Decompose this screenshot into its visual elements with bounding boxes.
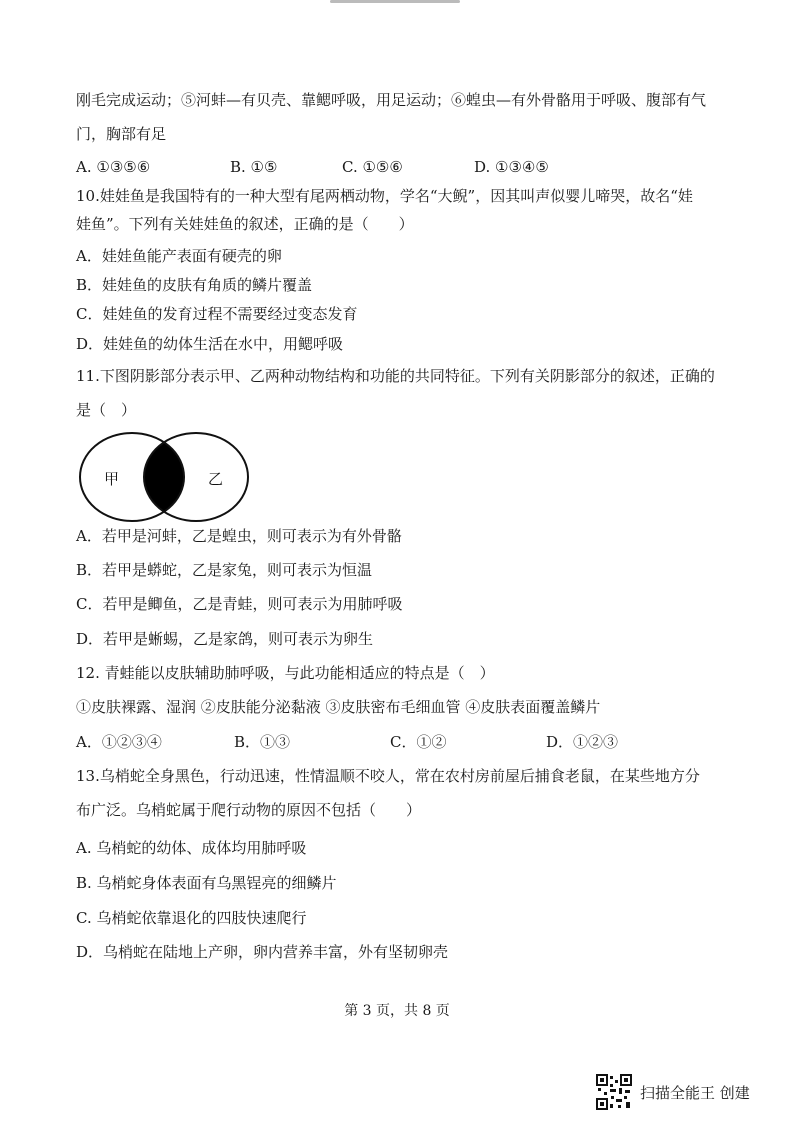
q12-option-b[interactable]: B．①③ bbox=[234, 733, 291, 751]
q12-features: ①皮肤裸露、湿润 ②皮肤能分泌黏液 ③皮肤密布毛细血管 ④皮肤表面覆盖鳞片 bbox=[76, 698, 601, 716]
q9-option-d[interactable]: D. ①③④⑤ bbox=[474, 158, 549, 176]
q10-stem-line1: 10.娃娃鱼是我国特有的一种大型有尾两栖动物，学名“大鲵”，因其叫声似婴儿啼哭，故名“娃 bbox=[76, 187, 693, 205]
qr-code-icon bbox=[596, 1074, 632, 1110]
q13-option-d[interactable]: D．乌梢蛇在陆地上产卵，卵内营养丰富，外有坚韧卵壳 bbox=[76, 943, 449, 961]
venn-diagram bbox=[78, 430, 250, 524]
q9-option-c[interactable]: C. ①⑤⑥ bbox=[342, 158, 403, 176]
q9-option-a[interactable]: A. ①③⑤⑥ bbox=[76, 158, 151, 176]
q11-option-c[interactable]: C．若甲是鲫鱼，乙是青蛙，则可表示为用肺呼吸 bbox=[76, 595, 403, 613]
q13-stem-line1: 13.乌梢蛇全身黑色，行动迅速，性情温顺不咬人，常在农村房前屋后捕食老鼠，在某些地方分 bbox=[76, 767, 700, 785]
q10-option-d[interactable]: D．娃娃鱼的幼体生活在水中，用鳃呼吸 bbox=[76, 335, 344, 353]
q11-stem-line2: 是（ ） bbox=[76, 401, 137, 419]
q9-option-b[interactable]: B. ①⑤ bbox=[230, 158, 278, 176]
scanner-brand-text: 扫描全能王 创建 bbox=[640, 1084, 750, 1102]
q10-option-b[interactable]: B．娃娃鱼的皮肤有角质的鳞片覆盖 bbox=[76, 276, 313, 294]
venn-label-left: 甲 bbox=[104, 470, 120, 488]
scan-edge-mark bbox=[330, 0, 460, 3]
q11-stem-line1: 11.下图阴影部分表示甲、乙两种动物结构和功能的共同特征。下列有关阴影部分的叙述，正确的 bbox=[76, 367, 715, 385]
q10-stem-line2: 娃鱼”。下列有关娃娃鱼的叙述，正确的是（ ） bbox=[76, 215, 414, 233]
q11-option-a[interactable]: A．若甲是河蚌，乙是蝗虫，则可表示为有外骨骼 bbox=[76, 527, 402, 545]
q13-option-c[interactable]: C. 乌梢蛇依靠退化的四肢快速爬行 bbox=[76, 909, 307, 927]
q13-option-b[interactable]: B. 乌梢蛇身体表面有乌黑锃亮的细鳞片 bbox=[76, 874, 337, 892]
venn-label-right: 乙 bbox=[208, 470, 224, 488]
q10-option-a[interactable]: A．娃娃鱼能产表面有硬壳的卵 bbox=[76, 247, 282, 265]
q10-option-c[interactable]: C．娃娃鱼的发育过程不需要经过变态发育 bbox=[76, 305, 358, 323]
q9-continuation-line1: 刚毛完成运动；⑤河蚌—有贝壳、靠鳃呼吸，用足运动；⑥蝗虫—有外骨骼用于呼吸、腹部有气 bbox=[76, 91, 707, 109]
q11-option-b[interactable]: B．若甲是蟒蛇，乙是家兔，则可表示为恒温 bbox=[76, 561, 373, 579]
q12-option-d[interactable]: D．①②③ bbox=[546, 733, 619, 751]
q12-option-c[interactable]: C．①② bbox=[390, 733, 447, 751]
q11-option-d[interactable]: D．若甲是蜥蜴，乙是家鸽，则可表示为卵生 bbox=[76, 630, 374, 648]
q13-option-a[interactable]: A. 乌梢蛇的幼体、成体均用肺呼吸 bbox=[76, 839, 307, 857]
q9-continuation-line2: 门，胸部有足 bbox=[76, 125, 167, 143]
page-number: 第 3 页，共 8 页 bbox=[344, 1003, 450, 1019]
scanner-watermark bbox=[596, 1072, 776, 1112]
q13-stem-line2: 布广泛。乌梢蛇属于爬行动物的原因不包括（ ） bbox=[76, 801, 422, 819]
q12-option-a[interactable]: A．①②③④ bbox=[76, 733, 162, 751]
q12-stem: 12. 青蛙能以皮肤辅助肺呼吸，与此功能相适应的特点是（ ） bbox=[76, 664, 495, 682]
